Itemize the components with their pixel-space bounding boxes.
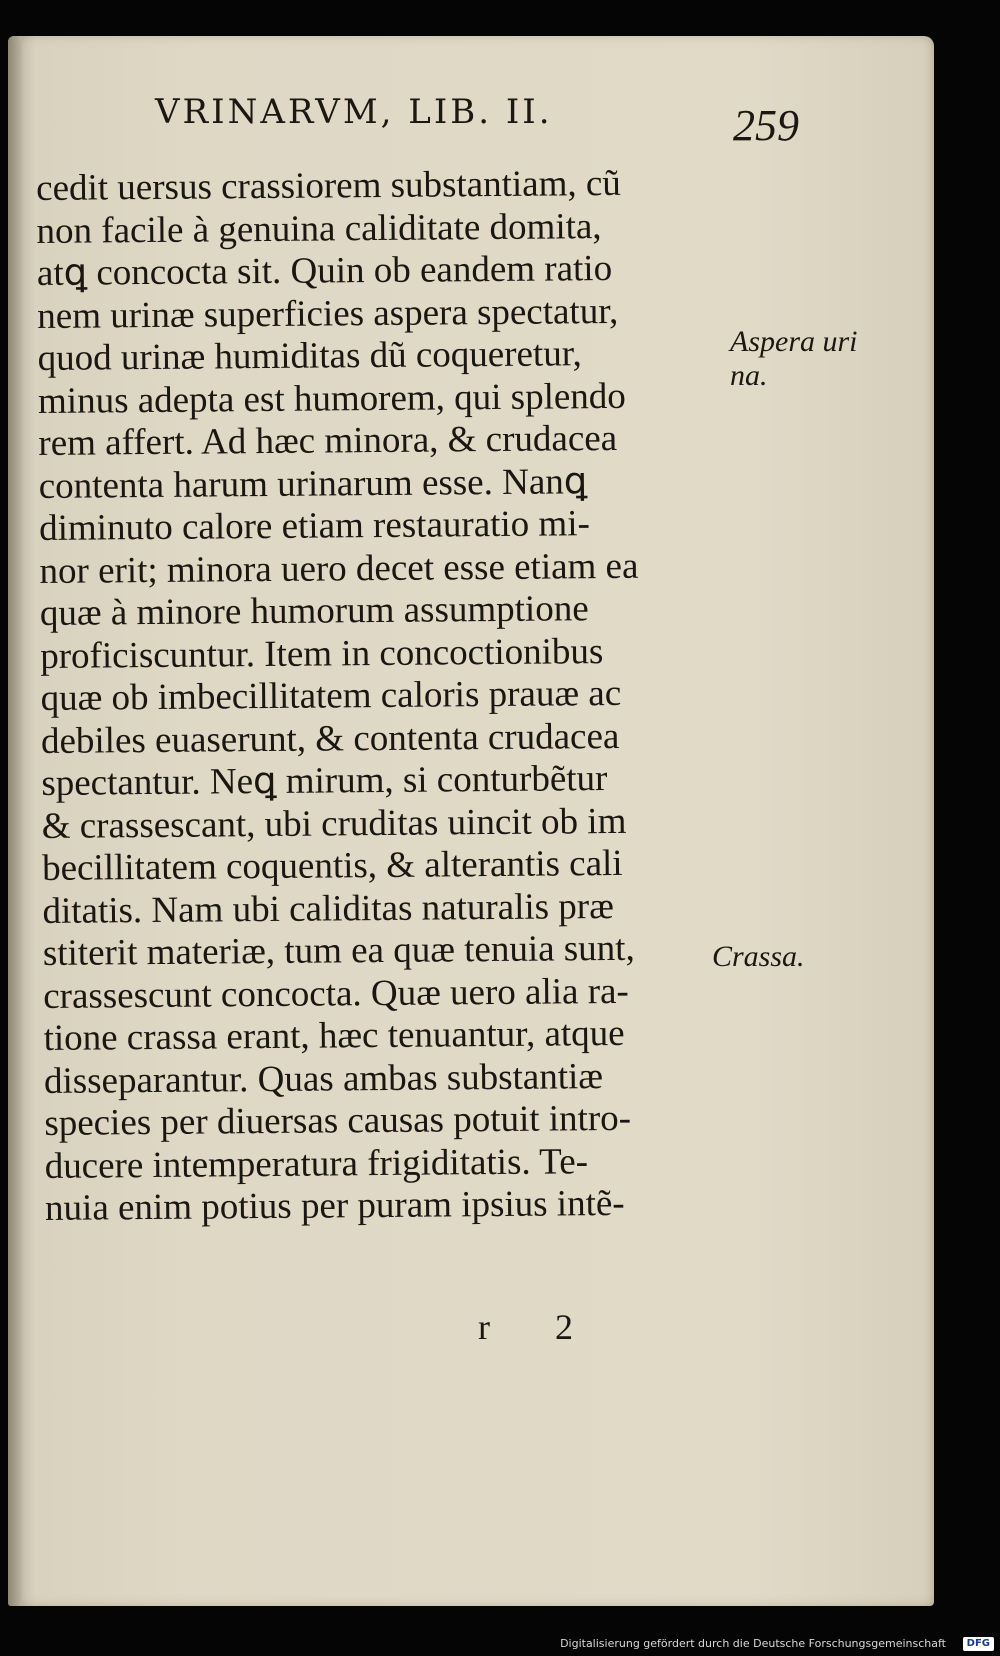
text-line: spectantur. Neꝗ mirum, si conturbẽtur	[41, 758, 608, 804]
digitization-credit: Digitalisierung gefördert durch die Deutsche Forschungsgemeinschaft	[560, 1637, 946, 1650]
body-text	[36, 162, 735, 1230]
text-line: debiles euaserunt, & contenta crudacea	[40, 715, 620, 762]
text-line: ducere intemperatura frigiditatis. Te-	[44, 1140, 589, 1187]
marginal-note-aspera	[730, 325, 858, 393]
page-number: 259	[733, 101, 799, 150]
text-line: atꝗ concocta sit. Quin ob eandem ratio	[36, 247, 613, 294]
text-line: nor erit; minora uero decet esse etiam ea	[39, 545, 639, 592]
text-line: diminuto calore etiam restauratio mi-	[38, 503, 591, 549]
text-line: rem affert. Ad hæc minora, & crudacea	[38, 417, 618, 464]
text-line: stiterit materiæ, tum ea quæ tenuia sunt,	[42, 927, 635, 974]
text-line: quod urinæ humiditas dũ coqueretur,	[37, 333, 583, 379]
signature-mark: r 2	[478, 1307, 601, 1347]
text-line: quæ à minore humorum assumptione	[39, 588, 589, 634]
text-line: ditatis. Nam ubi caliditas naturalis præ	[42, 885, 614, 932]
book-gutter	[8, 36, 22, 1606]
marginal-note-crassa	[712, 940, 805, 974]
text-line: disseparantur. Quas ambas substantiæ	[43, 1055, 604, 1102]
marginal-note-line: Aspera uri	[730, 325, 858, 358]
text-line: tione crassa erant, hæc tenuantur, atque	[43, 1012, 625, 1059]
marginal-note-line: Crassa.	[712, 940, 805, 973]
text-line: nem urinæ superficies aspera spectatur,	[37, 290, 619, 337]
text-line: contenta harum urinarum esse. Nanꝗ	[38, 460, 588, 507]
text-line: becillitatem coquentis, & alterantis cali	[41, 842, 623, 889]
text-line: cedit uersus crassiorem substantiam, cũ	[36, 162, 621, 209]
text-line: species per diuersas causas potuit intro-	[44, 1097, 632, 1144]
text-line: crassescunt concocta. Quæ uero alia ra-	[43, 970, 629, 1017]
text-line: minus adepta est humorem, qui splendo	[37, 375, 626, 422]
text-line: quæ ob imbecillitatem caloris prauæ ac	[40, 672, 622, 719]
text-line: & crassescant, ubi cruditas uincit ob im	[41, 800, 627, 847]
text-line: nuia enim potius per puram ipsius intẽ-	[44, 1182, 625, 1229]
dfg-logo: DFG	[963, 1637, 994, 1651]
text-line: non facile à genuina caliditate domita,	[36, 205, 602, 252]
text-line: proficiscuntur. Item in concoctionibus	[40, 630, 604, 677]
running-title: VRINARVM, LIB. II.	[155, 92, 553, 132]
marginal-note-line: na.	[730, 359, 768, 392]
